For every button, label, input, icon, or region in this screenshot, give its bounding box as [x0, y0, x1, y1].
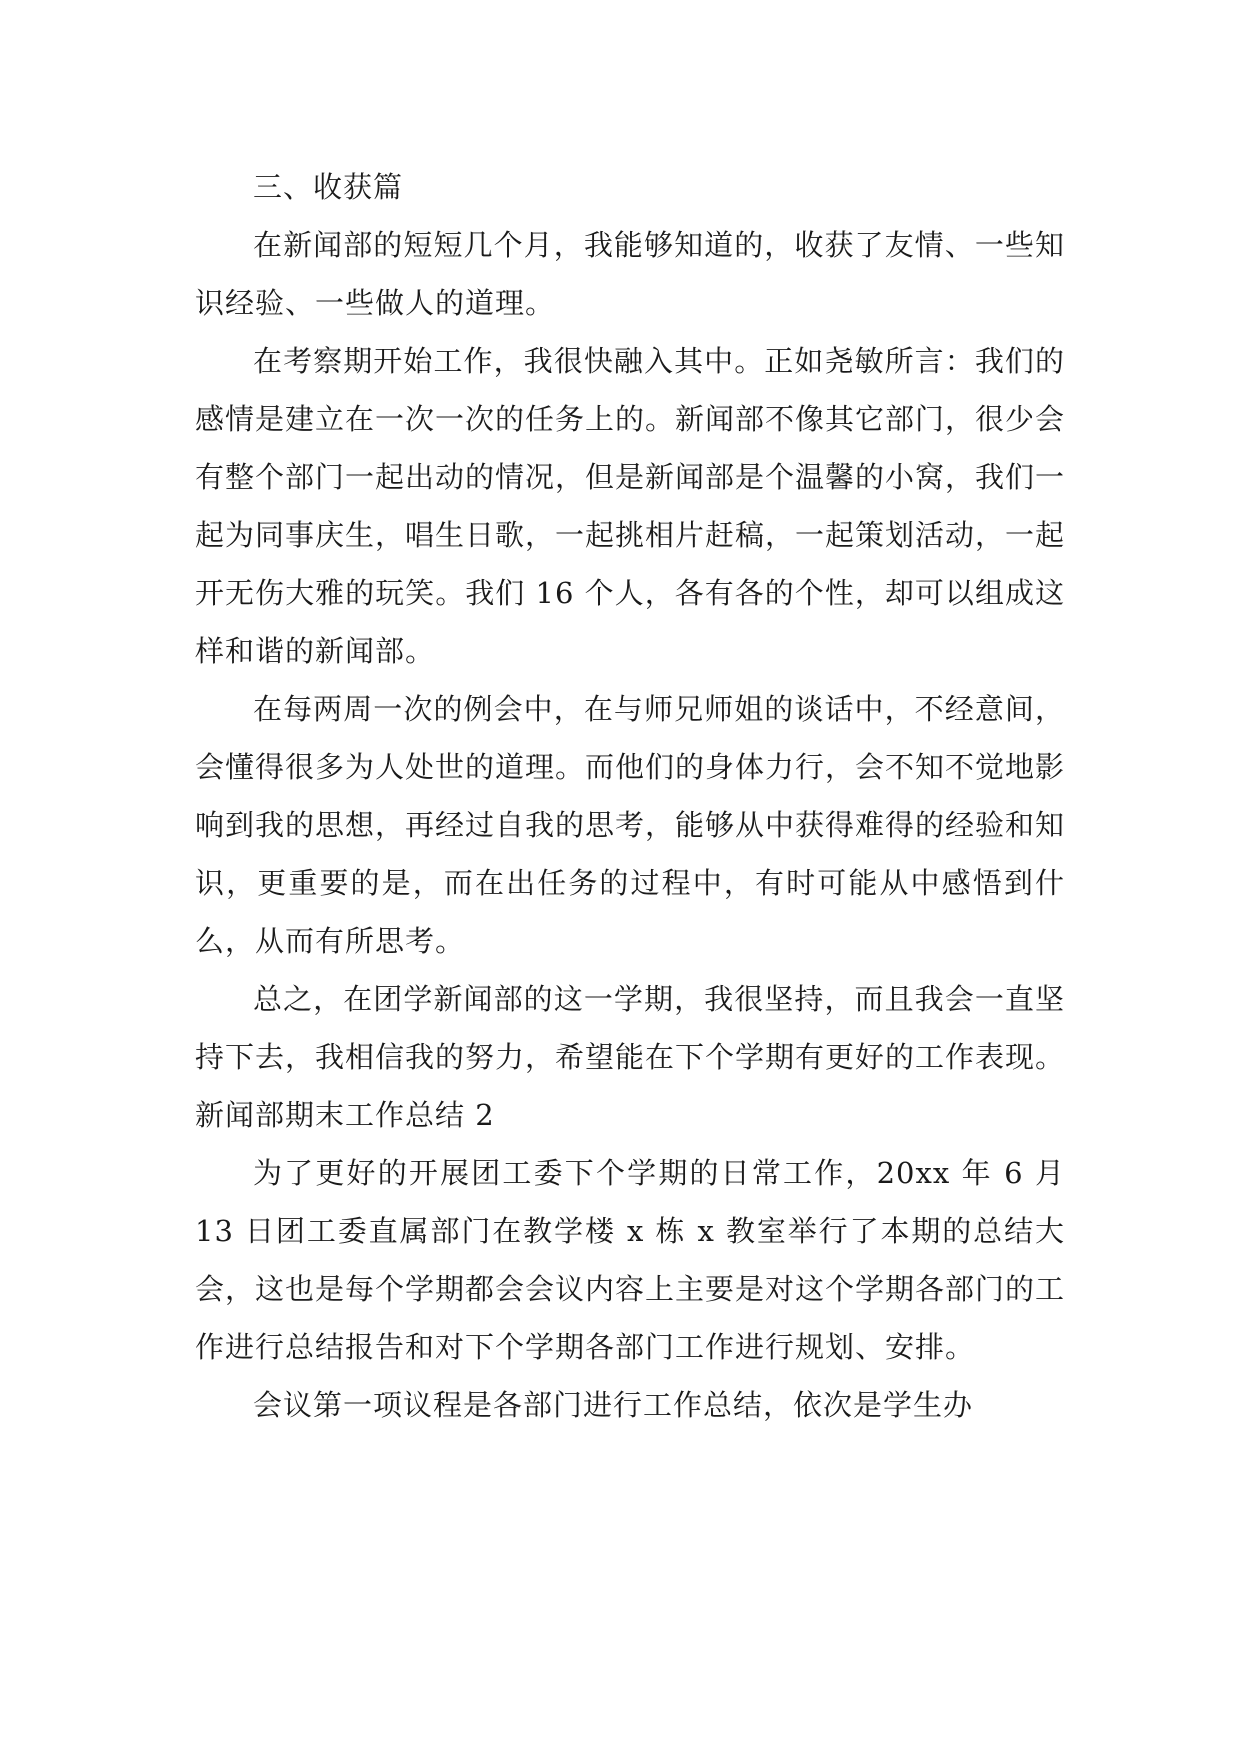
section-heading: 三、收获篇: [253, 170, 404, 204]
document-body: [195, 158, 1065, 1434]
paragraph: 为了更好的开展团工委下个学期的日常工作，20xx 年 6 月 13 日团工委直属部门在教学楼 x 栋 x 教室举行了本期的总结大会，这也是每个学期都会会议内容上主要是对这个学期各部门的工作进行总结报告和对下个学期各部门工作进行规划、安排。: [195, 1156, 1066, 1364]
paragraph: 会议第一项议程是各部门进行工作总结，依次是学生办: [253, 1388, 974, 1422]
paragraph: 在每两周一次的例会中，在与师兄师姐的谈话中，不经意间，会懂得很多为人处世的道理。而他们的身体力行，会不知不觉地影响到我的思想，再经过自我的思考，能够从中获得难得的经验和知识，更重要的是，而在出任务的过程中，有时可能从中感悟到什么，从而有所思考。: [195, 692, 1066, 958]
paragraph: 总之，在团学新闻部的这一学期，我很坚持，而且我会一直坚持下去，我相信我的努力，希望能在下个学期有更好的工作表现。: [195, 982, 1066, 1074]
paragraph: 在考察期开始工作，我很快融入其中。正如尧敏所言：我们的感情是建立在一次一次的任务上的。新闻部不像其它部门，很少会有整个部门一起出动的情况，但是新闻部是个温馨的小窝，我们一起为同事庆生，唱生日歌，一起挑相片赶稿，一起策划活动，一起开无伤大雅的玩笑。我们 16 个人，各有各的个性，却可以组成这样和谐的新闻部。: [195, 344, 1066, 668]
paragraph: 在新闻部的短短几个月，我能够知道的，收获了友情、一些知识经验、一些做人的道理。: [195, 228, 1065, 320]
document-title: 新闻部期末工作总结 2: [195, 1098, 495, 1132]
